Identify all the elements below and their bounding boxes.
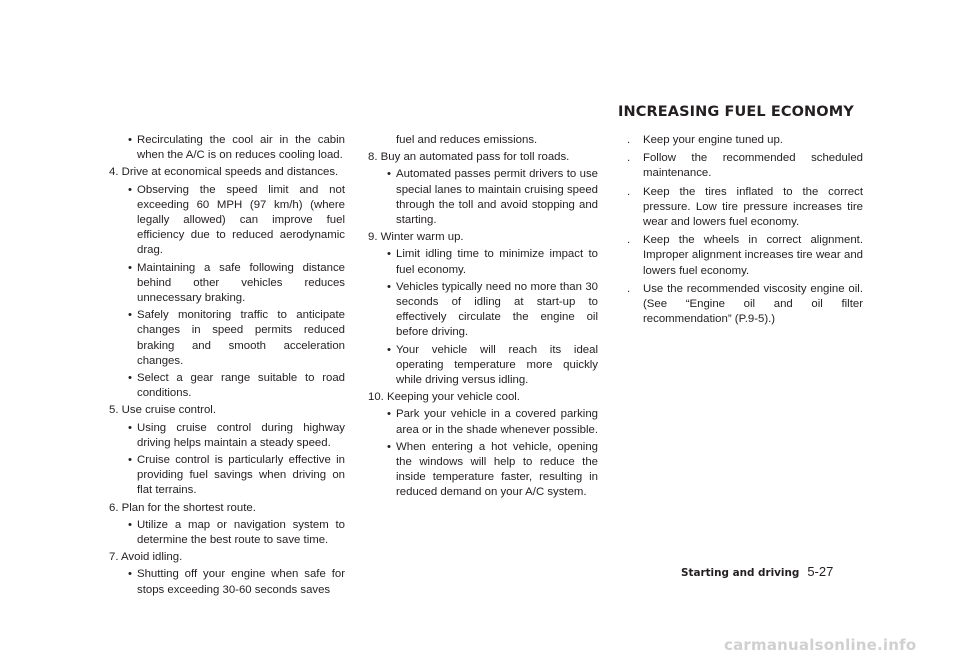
numbered-item-4: 4. Drive at economical speeds and distances. [109,166,339,179]
bullet-item [121,183,345,259]
bullet-text: Using cruise control during highway driving helps maintain a steady speed. [137,421,345,449]
bullet-text: Utilize a map or navigation system to determine the best route to save time. [137,518,345,547]
bullet-icon: • [128,568,132,581]
bullet-text: Limit idling time to minimize impact to fuel economy. [396,248,598,276]
continuation-text: fuel and reduces emissions. [396,134,538,146]
numbered-item-9: 9. Winter warm up. [368,231,464,244]
bullet-text: Observing the speed limit and not exceeding 60 MPH (97 km/h) (where legally allowed) can improve fuel efficiency due to reduced aerodynamic drag. [137,183,345,257]
tip-item [627,133,863,148]
footer-section-title: Starting and driving [681,567,800,579]
bullet-item [121,453,345,499]
bullet-text: Safely monitoring traffic to anticipate changes in speed permits reduced braking and smooth acceleration changes. [137,309,345,367]
bullet-text: Park your vehicle in a covered parking area or in the shade whenever possible. [396,408,598,436]
tip-item [627,151,863,181]
column-1 [109,133,345,600]
bullet-text: Your vehicle will reach its ideal operating temperature more quickly while driving versus idling. [396,343,598,387]
watermark: carmanualsonline.info [724,636,917,654]
bullet-text: Automated passes permit drivers to use special lanes to maintain cruising speed through the toll and avoid stopping and starting. [396,168,598,227]
tip-text: Keep your engine tuned up. [643,134,783,146]
numbered-item-7: 7. Avoid idling. [109,551,183,564]
bullet-item [380,343,598,389]
bullet-text: When entering a hot vehicle, opening the windows will help to reduce the inside temperature faster, resulting in reduced demand on your A/C system. [396,440,598,499]
bullet-icon: • [387,408,391,421]
bullet-item [121,133,345,163]
tip-item [627,233,863,279]
bullet-icon: . [627,185,631,198]
numbered-item-10: 10. Keeping your vehicle cool. [368,391,520,404]
bullet-text: Shutting off your engine when safe for stops exceeding 30-60 seconds saves [137,568,345,596]
bullet-icon: • [128,454,132,467]
section-heading: INCREASING FUEL ECONOMY [618,104,854,120]
bullet-item [380,407,598,437]
tip-text: Follow the recommended scheduled maintenance. [643,152,863,180]
bullet-icon: • [387,280,391,293]
bullet-icon: . [627,234,631,247]
bullet-item [380,167,598,228]
bullet-item [121,308,345,369]
bullet-text: Recirculating the cool air in the cabin when the A/C is on reduces cooling load. [137,134,345,162]
tip-text: Keep the wheels in correct alignment. Improper alignment increases tire wear and lowers fuel economy. [643,234,863,277]
bullet-text: Select a gear range suitable to road conditions. [137,372,345,400]
bullet-icon: • [128,309,132,322]
numbered-item-6: 6. Plan for the shortest route. [109,501,256,514]
bullet-text: Cruise control is particularly effective in providing fuel savings when driving on flat terrains. [137,454,345,497]
bullet-icon: • [128,421,132,434]
bullet-icon: • [128,518,132,531]
tip-item [627,185,863,231]
column-2 [368,133,598,503]
bullet-text: Maintaining a safe following distance behind other vehicles reduces unnecessary braking. [137,261,345,305]
page-footer [681,563,833,581]
bullet-item [380,440,598,501]
bullet-item [121,371,345,401]
bullet-icon: . [627,152,631,165]
bullet-icon: • [128,183,132,196]
bullet-icon: • [128,134,132,146]
bullet-icon: • [387,248,391,261]
bullet-icon: • [128,372,132,385]
bullet-icon: • [128,261,132,274]
bullet-item [380,247,598,277]
tip-text: Keep the tires inflated to the correct pressure. Low tire pressure increases tire wear and lowers fuel economy. [643,185,863,229]
bullet-item [380,280,598,341]
bullet-icon: • [387,168,391,181]
bullet-icon: . [627,134,631,146]
bullet-item [121,421,345,451]
tip-text: Use the recommended viscosity engine oil. (See “Engine oil and oil filter recommendation” (P.9-5).) [643,282,863,326]
bullet-icon: • [387,343,391,356]
bullet-icon: • [387,440,391,453]
numbered-item-5: 5. Use cruise control. [109,404,216,417]
bullet-item [121,567,345,597]
bullet-text: Vehicles typically need no more than 30 seconds of idling at start-up to effectively circulate the engine oil before driving. [396,280,598,339]
numbered-item-8: 8. Buy an automated pass for toll roads. [368,151,570,164]
bullet-icon: . [627,282,631,295]
page-number: 5-27 [807,564,834,579]
bullet-item [121,261,345,307]
column-3 [627,133,863,330]
tip-item [627,282,863,328]
bullet-item [121,518,345,548]
